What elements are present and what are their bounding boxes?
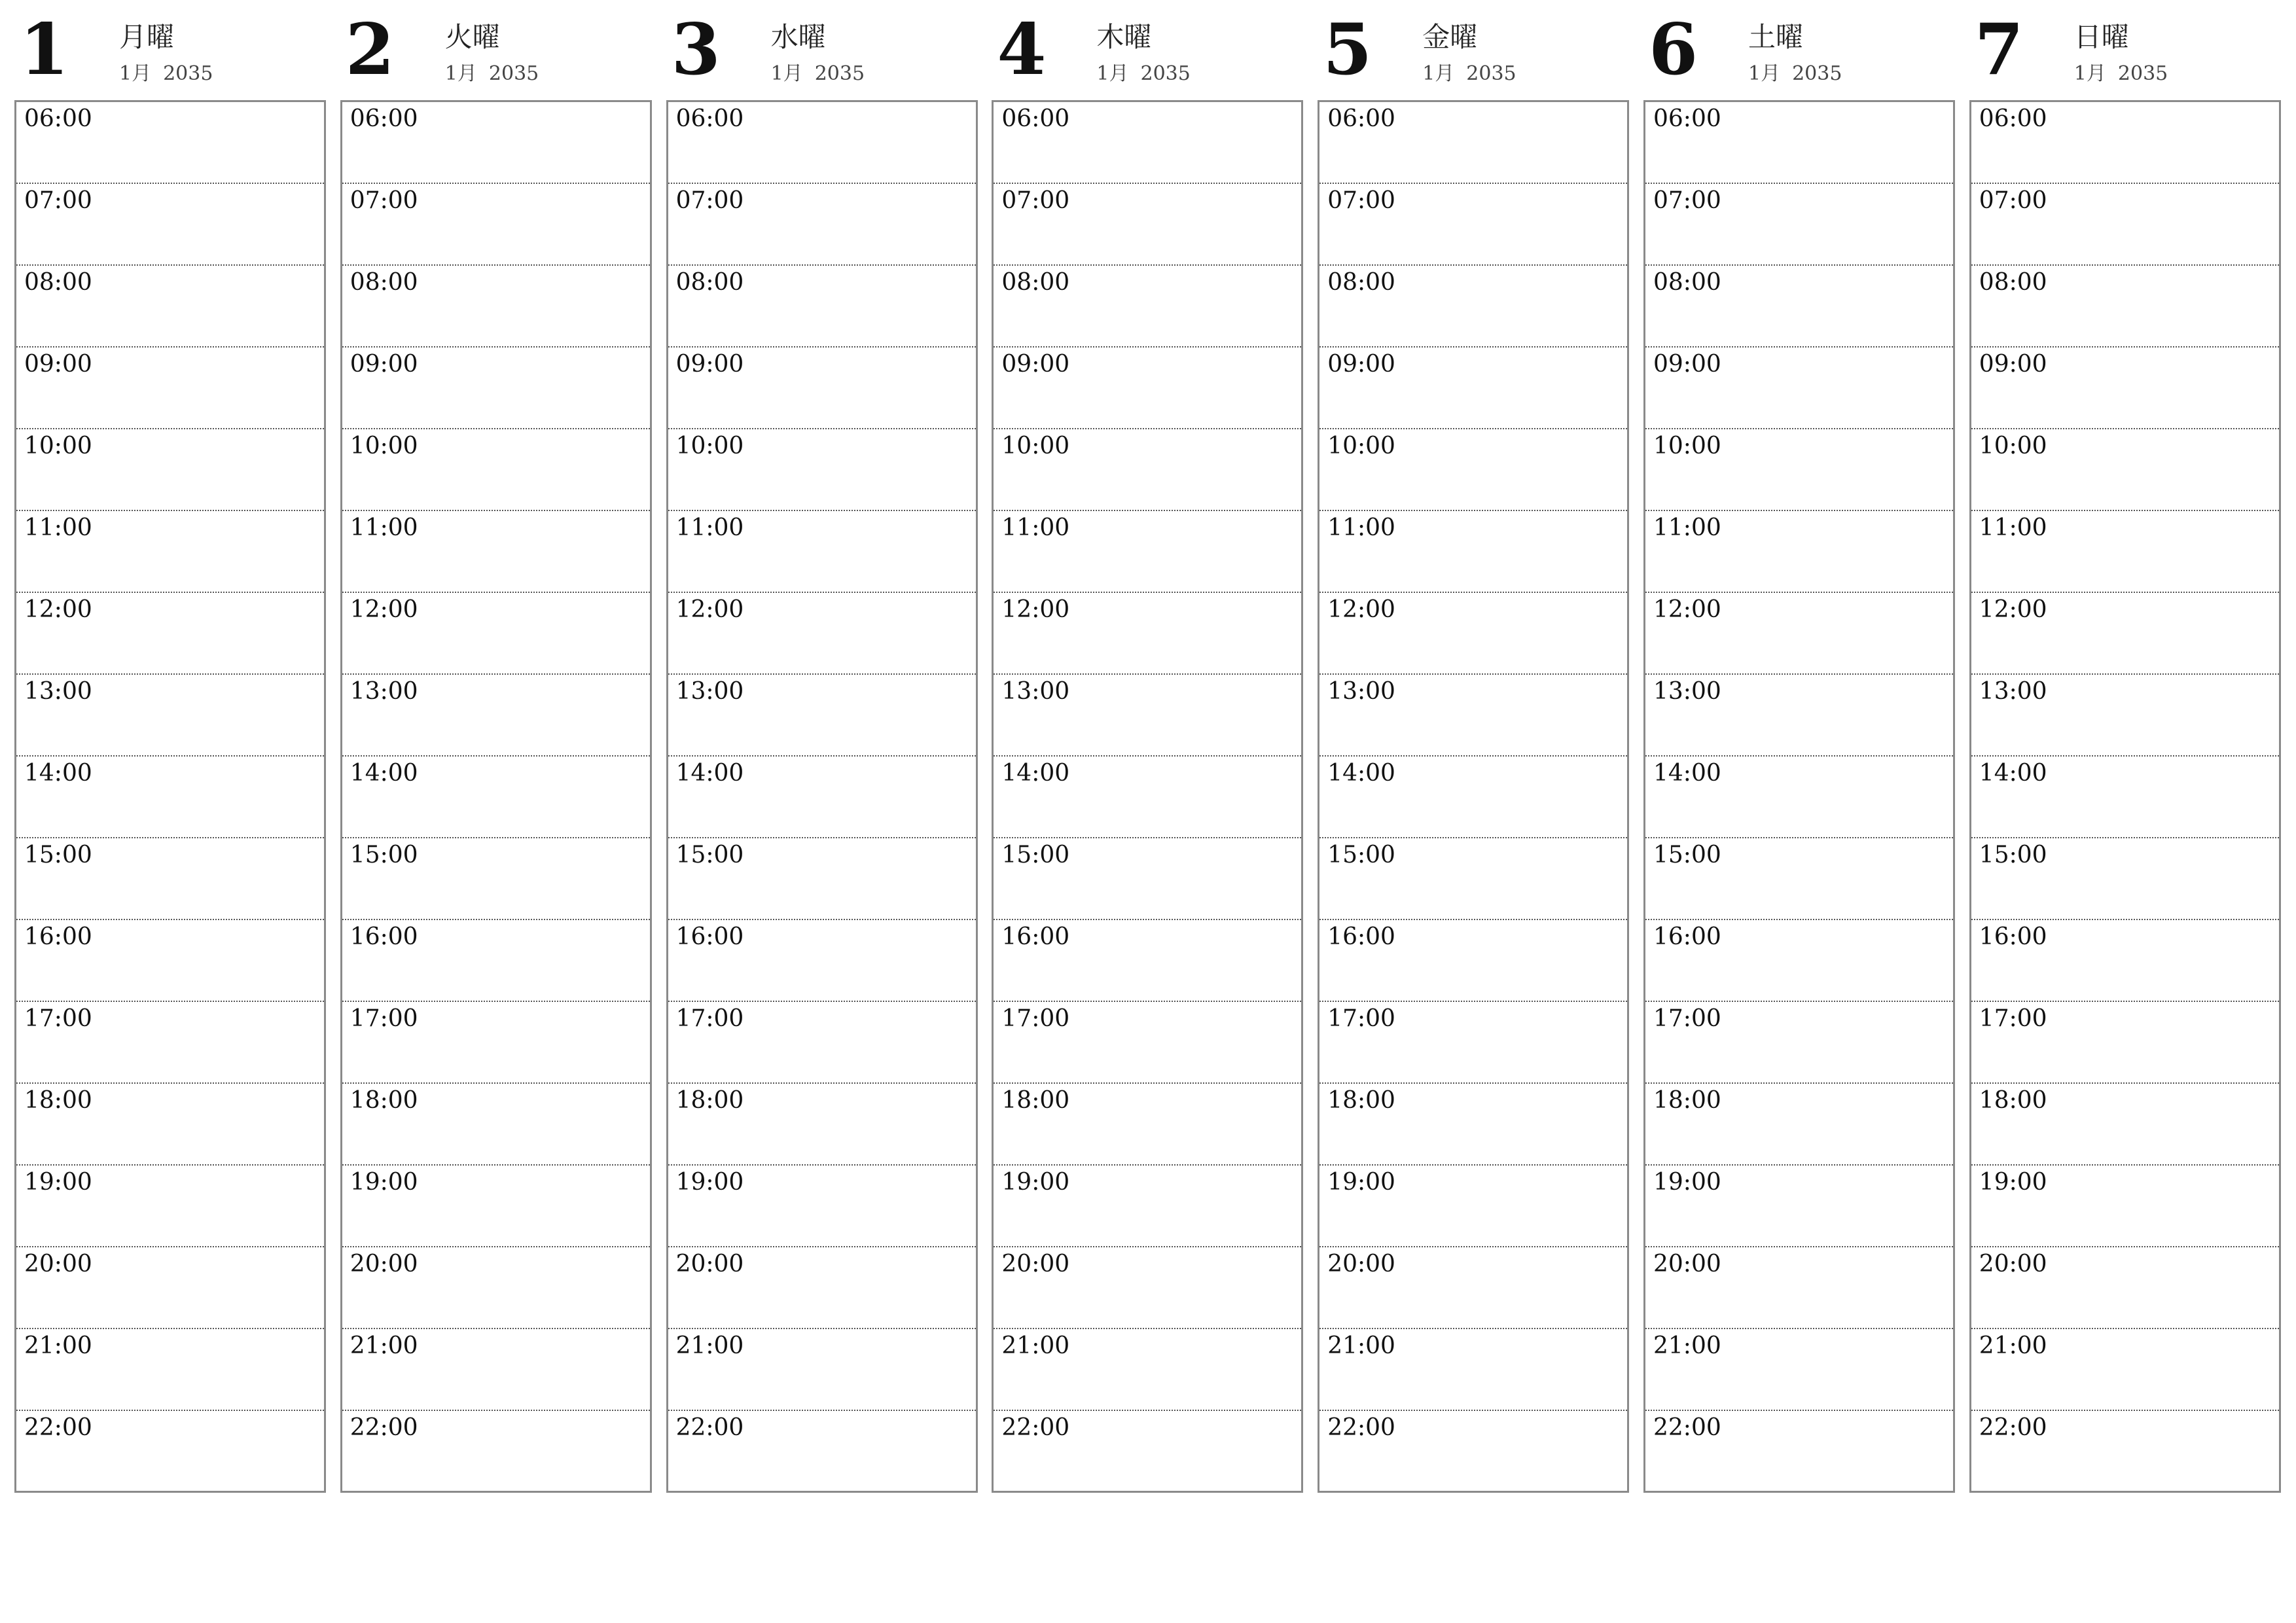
hour-slot[interactable] xyxy=(16,102,324,184)
hour-label: 09:00 xyxy=(1653,351,1721,378)
hour-label: 17:00 xyxy=(675,1005,744,1032)
hour-slot[interactable] xyxy=(994,920,1301,1002)
hour-slot[interactable] xyxy=(994,511,1301,593)
day-column xyxy=(340,0,653,1441)
hour-slot[interactable] xyxy=(342,429,650,511)
hour-slot[interactable] xyxy=(16,1247,324,1329)
day-name: 水曜 xyxy=(770,21,826,53)
day-name: 木曜 xyxy=(1096,21,1152,53)
hour-slot[interactable] xyxy=(994,838,1301,920)
hour-label: 17:00 xyxy=(24,1005,92,1032)
hour-slot[interactable] xyxy=(342,1247,650,1329)
hour-slot[interactable] xyxy=(342,838,650,920)
hour-slot[interactable] xyxy=(342,1329,650,1411)
hour-label: 14:00 xyxy=(1001,760,1070,787)
hour-slot[interactable] xyxy=(668,1329,976,1411)
hour-label: 16:00 xyxy=(1979,923,2047,950)
hour-label: 21:00 xyxy=(1653,1332,1721,1359)
day-column xyxy=(1318,0,1630,1441)
day-name: 金曜 xyxy=(1422,21,1478,53)
day-number: 3 xyxy=(671,9,721,91)
hour-label: 21:00 xyxy=(675,1332,744,1359)
hour-slot[interactable] xyxy=(1645,184,1953,266)
hour-slot[interactable] xyxy=(342,102,650,184)
hour-slot[interactable] xyxy=(16,920,324,1002)
hour-slot[interactable] xyxy=(1645,920,1953,1002)
hour-slot[interactable] xyxy=(668,593,976,675)
hour-label: 21:00 xyxy=(1979,1332,2047,1359)
hour-slot[interactable] xyxy=(668,675,976,757)
hour-slot[interactable] xyxy=(16,1084,324,1166)
year-label: 2035 xyxy=(1140,62,1191,85)
hour-label: 20:00 xyxy=(1001,1251,1070,1277)
hour-label: 08:00 xyxy=(1979,269,2047,296)
hour-slot[interactable] xyxy=(342,1002,650,1084)
hour-label: 20:00 xyxy=(24,1251,92,1277)
hour-slot[interactable] xyxy=(1319,920,1627,1002)
day-header xyxy=(1969,0,2282,100)
hour-label: 10:00 xyxy=(1001,433,1070,459)
hour-slot[interactable] xyxy=(668,1002,976,1084)
hour-label: 16:00 xyxy=(1653,923,1721,950)
day-schedule-box xyxy=(992,100,1303,1493)
hour-slot[interactable] xyxy=(668,1411,976,1493)
hour-slot[interactable] xyxy=(1971,675,2279,757)
hour-label: 16:00 xyxy=(1001,923,1070,950)
hour-slot[interactable] xyxy=(1645,511,1953,593)
day-number: 6 xyxy=(1649,9,1698,91)
hour-label: 13:00 xyxy=(24,678,92,705)
hour-label: 14:00 xyxy=(675,760,744,787)
day-number: 4 xyxy=(997,9,1047,91)
day-name: 土曜 xyxy=(1748,21,1804,53)
day-header xyxy=(1318,0,1630,100)
hour-slot[interactable] xyxy=(668,184,976,266)
hour-slot[interactable] xyxy=(1645,266,1953,348)
hour-label: 17:00 xyxy=(1001,1005,1070,1032)
hour-label: 21:00 xyxy=(350,1332,418,1359)
day-column xyxy=(1969,0,2282,1441)
hour-slot[interactable] xyxy=(1319,675,1627,757)
hour-label: 13:00 xyxy=(350,678,418,705)
hour-slot[interactable] xyxy=(1319,1329,1627,1411)
month-label: 1月 xyxy=(119,62,152,85)
hour-label: 12:00 xyxy=(1979,596,2047,623)
day-schedule-box xyxy=(340,100,652,1493)
hour-slot[interactable] xyxy=(668,266,976,348)
hour-label: 22:00 xyxy=(1653,1414,1721,1441)
hour-label: 12:00 xyxy=(24,596,92,623)
hour-slot[interactable] xyxy=(1645,1329,1953,1411)
month-label: 1月 xyxy=(444,62,477,85)
hour-slot[interactable] xyxy=(1971,1084,2279,1166)
year-label: 2035 xyxy=(814,62,865,85)
hour-slot[interactable] xyxy=(668,757,976,838)
hour-label: 07:00 xyxy=(1327,187,1395,214)
hour-label: 18:00 xyxy=(675,1087,744,1114)
hour-label: 06:00 xyxy=(675,105,744,132)
hour-label: 22:00 xyxy=(24,1414,92,1441)
day-column xyxy=(992,0,1304,1441)
hour-slot[interactable] xyxy=(342,675,650,757)
hour-label: 11:00 xyxy=(1979,514,2047,541)
month-label: 1月 xyxy=(770,62,803,85)
hour-slot[interactable] xyxy=(668,838,976,920)
hour-slot[interactable] xyxy=(342,593,650,675)
hour-label: 22:00 xyxy=(1327,1414,1395,1441)
hour-slot[interactable] xyxy=(1645,1002,1953,1084)
hour-label: 11:00 xyxy=(1653,514,1721,541)
day-name: 日曜 xyxy=(2073,21,2129,53)
hour-slot[interactable] xyxy=(1971,757,2279,838)
hour-label: 13:00 xyxy=(675,678,744,705)
hour-label: 10:00 xyxy=(1327,433,1395,459)
hour-slot[interactable] xyxy=(1645,429,1953,511)
hour-label: 12:00 xyxy=(1001,596,1070,623)
hour-slot[interactable] xyxy=(1971,1166,2279,1247)
hour-label: 21:00 xyxy=(24,1332,92,1359)
hour-slot[interactable] xyxy=(1971,838,2279,920)
day-name: 火曜 xyxy=(444,21,500,53)
hour-label: 15:00 xyxy=(350,842,418,868)
hour-label: 07:00 xyxy=(1001,187,1070,214)
hour-slot[interactable] xyxy=(342,920,650,1002)
hour-slot[interactable] xyxy=(16,1002,324,1084)
hour-label: 07:00 xyxy=(1653,187,1721,214)
hour-label: 15:00 xyxy=(1001,842,1070,868)
hour-label: 15:00 xyxy=(1653,842,1721,868)
day-header xyxy=(340,0,653,100)
hour-slot[interactable] xyxy=(342,348,650,429)
hour-slot[interactable] xyxy=(16,184,324,266)
year-label: 2035 xyxy=(1792,62,1842,85)
hour-label: 16:00 xyxy=(350,923,418,950)
hour-label: 19:00 xyxy=(1653,1169,1721,1196)
hour-slot[interactable] xyxy=(16,1329,324,1411)
day-column xyxy=(1643,0,1956,1441)
hour-label: 08:00 xyxy=(24,269,92,296)
hour-slot[interactable] xyxy=(1319,429,1627,511)
hour-label: 06:00 xyxy=(24,105,92,132)
year-label: 2035 xyxy=(1466,62,1516,85)
hour-slot[interactable] xyxy=(1319,1411,1627,1493)
hour-slot[interactable] xyxy=(342,266,650,348)
hour-slot[interactable] xyxy=(342,1084,650,1166)
hour-label: 07:00 xyxy=(24,187,92,214)
hour-label: 17:00 xyxy=(1327,1005,1395,1032)
day-header xyxy=(666,0,979,100)
day-name: 月曜 xyxy=(119,21,175,53)
day-schedule-box xyxy=(14,100,326,1493)
hour-slot[interactable] xyxy=(342,511,650,593)
day-column xyxy=(666,0,979,1441)
hour-slot[interactable] xyxy=(1319,1002,1627,1084)
hour-label: 14:00 xyxy=(1327,760,1395,787)
hour-slot[interactable] xyxy=(1645,1411,1953,1493)
hour-label: 16:00 xyxy=(675,923,744,950)
hour-slot[interactable] xyxy=(1971,266,2279,348)
hour-slot[interactable] xyxy=(1319,838,1627,920)
hour-label: 06:00 xyxy=(350,105,418,132)
hour-slot[interactable] xyxy=(16,593,324,675)
hour-label: 07:00 xyxy=(350,187,418,214)
hour-label: 19:00 xyxy=(675,1169,744,1196)
hour-slot[interactable] xyxy=(1645,1084,1953,1166)
hour-slot[interactable] xyxy=(16,675,324,757)
day-column xyxy=(14,0,327,1441)
hour-slot[interactable] xyxy=(994,675,1301,757)
hour-label: 19:00 xyxy=(1327,1169,1395,1196)
hour-slot[interactable] xyxy=(994,757,1301,838)
hour-label: 19:00 xyxy=(1979,1169,2047,1196)
hour-label: 14:00 xyxy=(1653,760,1721,787)
hour-slot[interactable] xyxy=(1971,429,2279,511)
hour-label: 17:00 xyxy=(1979,1005,2047,1032)
month-label: 1月 xyxy=(1748,62,1781,85)
hour-label: 10:00 xyxy=(1653,433,1721,459)
year-label: 2035 xyxy=(488,62,539,85)
day-month-year xyxy=(119,64,213,84)
month-label: 1月 xyxy=(1422,62,1455,85)
hour-label: 15:00 xyxy=(24,842,92,868)
year-label: 2035 xyxy=(2117,62,2168,85)
hour-slot[interactable] xyxy=(994,1166,1301,1247)
hour-label: 14:00 xyxy=(24,760,92,787)
hour-label: 21:00 xyxy=(1001,1332,1070,1359)
hour-label: 10:00 xyxy=(1979,433,2047,459)
hour-slot[interactable] xyxy=(1971,1002,2279,1084)
day-month-year xyxy=(1422,64,1516,84)
day-header xyxy=(14,0,327,100)
hour-label: 11:00 xyxy=(1001,514,1070,541)
hour-slot[interactable] xyxy=(1319,348,1627,429)
hour-label: 12:00 xyxy=(350,596,418,623)
hour-slot[interactable] xyxy=(1645,838,1953,920)
hour-label: 09:00 xyxy=(24,351,92,378)
hour-slot[interactable] xyxy=(1645,102,1953,184)
hour-slot[interactable] xyxy=(668,348,976,429)
hour-slot[interactable] xyxy=(994,1084,1301,1166)
hour-slot[interactable] xyxy=(1319,266,1627,348)
hour-label: 18:00 xyxy=(1327,1087,1395,1114)
day-number: 1 xyxy=(20,9,69,91)
hour-slot[interactable] xyxy=(1645,1247,1953,1329)
hour-label: 08:00 xyxy=(1001,269,1070,296)
hour-slot[interactable] xyxy=(668,102,976,184)
hour-label: 08:00 xyxy=(1327,269,1395,296)
hour-label: 11:00 xyxy=(350,514,418,541)
hour-slot[interactable] xyxy=(1971,593,2279,675)
hour-label: 15:00 xyxy=(1327,842,1395,868)
hour-slot[interactable] xyxy=(342,1166,650,1247)
hour-label: 18:00 xyxy=(1979,1087,2047,1114)
hour-label: 18:00 xyxy=(1001,1087,1070,1114)
hour-label: 15:00 xyxy=(1979,842,2047,868)
hour-label: 18:00 xyxy=(1653,1087,1721,1114)
hour-label: 10:00 xyxy=(675,433,744,459)
day-month-year xyxy=(1748,64,1842,84)
hour-slot[interactable] xyxy=(1319,511,1627,593)
hour-label: 12:00 xyxy=(675,596,744,623)
hour-slot[interactable] xyxy=(16,1166,324,1247)
hour-label: 20:00 xyxy=(350,1251,418,1277)
hour-slot[interactable] xyxy=(16,511,324,593)
hour-label: 22:00 xyxy=(675,1414,744,1441)
hour-slot[interactable] xyxy=(994,266,1301,348)
hour-label: 09:00 xyxy=(1001,351,1070,378)
hour-label: 06:00 xyxy=(1653,105,1721,132)
hour-slot[interactable] xyxy=(1319,1247,1627,1329)
hour-slot[interactable] xyxy=(994,1329,1301,1411)
hour-slot[interactable] xyxy=(1319,1084,1627,1166)
hour-label: 20:00 xyxy=(675,1251,744,1277)
hour-label: 21:00 xyxy=(1327,1332,1395,1359)
month-label: 1月 xyxy=(2073,62,2106,85)
hour-label: 11:00 xyxy=(675,514,744,541)
hour-slot[interactable] xyxy=(994,184,1301,266)
hour-slot[interactable] xyxy=(1319,593,1627,675)
hour-slot[interactable] xyxy=(342,757,650,838)
hour-label: 14:00 xyxy=(1979,760,2047,787)
hour-slot[interactable] xyxy=(994,429,1301,511)
hour-label: 11:00 xyxy=(1327,514,1395,541)
day-schedule-box xyxy=(1643,100,1955,1493)
hour-slot[interactable] xyxy=(16,838,324,920)
day-month-year xyxy=(445,64,539,84)
day-schedule-box xyxy=(666,100,978,1493)
hour-label: 19:00 xyxy=(350,1169,418,1196)
day-number: 2 xyxy=(345,9,395,91)
hour-label: 08:00 xyxy=(350,269,418,296)
hour-slot[interactable] xyxy=(994,593,1301,675)
hour-slot[interactable] xyxy=(668,429,976,511)
day-number: 5 xyxy=(1323,9,1372,91)
hour-slot[interactable] xyxy=(1645,348,1953,429)
day-month-year xyxy=(771,64,865,84)
hour-slot[interactable] xyxy=(16,757,324,838)
hour-slot[interactable] xyxy=(994,1247,1301,1329)
hour-label: 08:00 xyxy=(1653,269,1721,296)
hour-slot[interactable] xyxy=(1645,675,1953,757)
hour-label: 11:00 xyxy=(24,514,92,541)
hour-label: 13:00 xyxy=(1979,678,2047,705)
hour-slot[interactable] xyxy=(994,348,1301,429)
hour-slot[interactable] xyxy=(668,920,976,1002)
hour-slot[interactable] xyxy=(1971,1247,2279,1329)
hour-label: 09:00 xyxy=(675,351,744,378)
hour-label: 12:00 xyxy=(1327,596,1395,623)
hour-label: 09:00 xyxy=(350,351,418,378)
hour-slot[interactable] xyxy=(668,511,976,593)
hour-slot[interactable] xyxy=(1645,1166,1953,1247)
hour-slot[interactable] xyxy=(1971,1329,2279,1411)
hour-label: 10:00 xyxy=(24,433,92,459)
hour-slot[interactable] xyxy=(16,1411,324,1493)
hour-slot[interactable] xyxy=(668,1084,976,1166)
hour-label: 09:00 xyxy=(1979,351,2047,378)
hour-slot[interactable] xyxy=(1319,102,1627,184)
hour-slot[interactable] xyxy=(1971,920,2279,1002)
hour-label: 06:00 xyxy=(1979,105,2047,132)
hour-slot[interactable] xyxy=(994,102,1301,184)
hour-label: 20:00 xyxy=(1653,1251,1721,1277)
hour-slot[interactable] xyxy=(668,1166,976,1247)
hour-label: 09:00 xyxy=(1327,351,1395,378)
hour-label: 12:00 xyxy=(1653,596,1721,623)
month-label: 1月 xyxy=(1096,62,1129,85)
hour-label: 19:00 xyxy=(24,1169,92,1196)
hour-slot[interactable] xyxy=(1971,184,2279,266)
hour-label: 13:00 xyxy=(1653,678,1721,705)
day-number: 7 xyxy=(1974,9,2024,91)
hour-label: 10:00 xyxy=(350,433,418,459)
hour-label: 22:00 xyxy=(1001,1414,1070,1441)
hour-slot[interactable] xyxy=(994,1002,1301,1084)
hour-slot[interactable] xyxy=(1645,593,1953,675)
hour-label: 17:00 xyxy=(1653,1005,1721,1032)
hour-label: 06:00 xyxy=(1327,105,1395,132)
hour-label: 14:00 xyxy=(350,760,418,787)
hour-slot[interactable] xyxy=(1971,511,2279,593)
hour-slot[interactable] xyxy=(1971,1411,2279,1493)
day-schedule-box xyxy=(1318,100,1629,1493)
day-month-year xyxy=(2074,64,2168,84)
hour-label: 07:00 xyxy=(1979,187,2047,214)
hour-label: 19:00 xyxy=(1001,1169,1070,1196)
hour-label: 06:00 xyxy=(1001,105,1070,132)
hour-slot[interactable] xyxy=(16,429,324,511)
hour-slot[interactable] xyxy=(342,184,650,266)
day-month-year xyxy=(1096,64,1190,84)
day-header xyxy=(992,0,1304,100)
hour-label: 18:00 xyxy=(24,1087,92,1114)
hour-slot[interactable] xyxy=(994,1411,1301,1493)
hour-slot[interactable] xyxy=(1319,184,1627,266)
hour-label: 13:00 xyxy=(1327,678,1395,705)
hour-label: 17:00 xyxy=(350,1005,418,1032)
hour-label: 15:00 xyxy=(675,842,744,868)
hour-label: 07:00 xyxy=(675,187,744,214)
hour-slot[interactable] xyxy=(342,1411,650,1493)
hour-label: 20:00 xyxy=(1979,1251,2047,1277)
hour-slot[interactable] xyxy=(668,1247,976,1329)
hour-label: 22:00 xyxy=(350,1414,418,1441)
hour-label: 20:00 xyxy=(1327,1251,1395,1277)
hour-label: 16:00 xyxy=(24,923,92,950)
hour-slot[interactable] xyxy=(1971,102,2279,184)
hour-slot[interactable] xyxy=(16,348,324,429)
year-label: 2035 xyxy=(163,62,213,85)
hour-slot[interactable] xyxy=(1319,1166,1627,1247)
hour-slot[interactable] xyxy=(1319,757,1627,838)
hour-slot[interactable] xyxy=(16,266,324,348)
day-schedule-box xyxy=(1969,100,2281,1493)
day-header xyxy=(1643,0,1956,100)
hour-label: 13:00 xyxy=(1001,678,1070,705)
hour-slot[interactable] xyxy=(1645,757,1953,838)
hour-label: 08:00 xyxy=(675,269,744,296)
hour-slot[interactable] xyxy=(1971,348,2279,429)
hour-label: 22:00 xyxy=(1979,1414,2047,1441)
hour-label: 16:00 xyxy=(1327,923,1395,950)
hour-label: 18:00 xyxy=(350,1087,418,1114)
